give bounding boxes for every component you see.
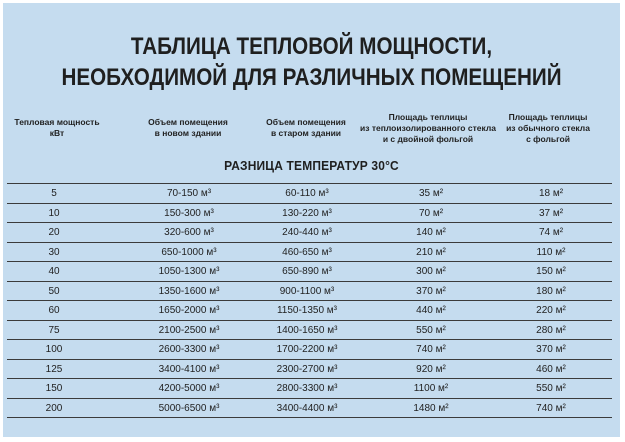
cell-volume-new: 1650-2000 м³ xyxy=(158,305,220,316)
cell-power: 150 xyxy=(45,383,63,394)
table-row xyxy=(7,262,612,282)
cell-area-regular: 18 м² xyxy=(538,188,564,199)
cell-volume-old: 1150-1350 м³ xyxy=(276,305,338,316)
temperature-difference-subtitle: РАЗНИЦА ТЕМПЕРАТУР 30°С xyxy=(224,158,399,173)
cell-volume-new: 650-1000 м³ xyxy=(161,246,217,258)
cell-volume-new: 3400-4100 м³ xyxy=(158,363,220,375)
cell-area-regular: 460 м² xyxy=(536,363,566,375)
cell-power: 30 xyxy=(48,246,60,258)
cell-power: 100 xyxy=(45,344,63,355)
cell-volume-old: 2800-3300 м³ xyxy=(276,383,338,394)
cell-volume-old: 60-110 м³ xyxy=(285,188,329,199)
cell-power: 5 xyxy=(51,188,57,199)
cell-area-insulated: 1100 м² xyxy=(413,383,449,394)
cell-volume-old: 130-220 м³ xyxy=(282,207,332,219)
cell-area-insulated: 440 м² xyxy=(416,305,446,316)
table-row xyxy=(7,360,612,380)
table-row xyxy=(7,399,612,419)
cell-volume-old: 3400-4400 м³ xyxy=(276,402,338,414)
cell-area-insulated: 1480 м² xyxy=(413,402,449,414)
cell-area-regular: 74 м² xyxy=(538,227,564,238)
cell-volume-old: 1400-1650 м³ xyxy=(276,324,338,336)
cell-power: 20 xyxy=(48,227,60,238)
cell-volume-old: 2300-2700 м³ xyxy=(276,363,338,375)
table-row xyxy=(7,282,612,302)
cell-volume-old: 650-890 м³ xyxy=(282,266,332,277)
cell-area-regular: 110 м² xyxy=(536,246,566,258)
column-header-power: Тепловая мощность кВт xyxy=(14,117,100,138)
cell-area-regular: 37 м² xyxy=(538,207,564,219)
column-header-regular-greenhouse: Площадь теплицы из обычного стекла с фольгой xyxy=(506,112,590,144)
cell-area-regular: 370 м² xyxy=(536,344,566,355)
cell-volume-new: 2100-2500 м³ xyxy=(158,324,220,336)
cell-volume-new: 70-150 м³ xyxy=(166,188,212,199)
table-row xyxy=(7,379,612,399)
cell-area-regular: 220 м² xyxy=(536,305,566,316)
cell-area-insulated: 35 м² xyxy=(418,188,444,199)
table-body xyxy=(7,183,612,418)
cell-area-regular: 550 м² xyxy=(536,383,566,394)
cell-volume-new: 5000-6500 м³ xyxy=(158,402,220,414)
column-header-insulated-greenhouse: Площадь теплицы из теплоизолированного стекла и с двойной фольгой xyxy=(360,112,496,144)
table-row xyxy=(7,223,612,243)
column-header-old-building: Объем помещения в старом здании xyxy=(266,117,346,138)
cell-volume-new: 1050-1300 м³ xyxy=(158,266,220,277)
cell-volume-new: 150-300 м³ xyxy=(164,207,214,219)
cell-area-regular: 280 м² xyxy=(536,324,566,336)
table-row xyxy=(7,301,612,321)
cell-volume-old: 460-650 м³ xyxy=(282,246,332,258)
cell-area-insulated: 210 м² xyxy=(416,246,446,258)
cell-area-insulated: 70 м² xyxy=(418,207,444,219)
cell-area-insulated: 300 м² xyxy=(416,266,446,277)
cell-volume-new: 4200-5000 м³ xyxy=(158,383,220,394)
cell-volume-old: 1700-2200 м³ xyxy=(276,344,338,355)
title-line-1: ТАБЛИЦА ТЕПЛОВОЙ МОЩНОСТИ, xyxy=(130,33,493,60)
cell-volume-old: 240-440 м³ xyxy=(282,227,332,238)
cell-area-insulated: 370 м² xyxy=(416,285,446,297)
table-row xyxy=(7,243,612,263)
cell-volume-old: 900-1100 м³ xyxy=(279,285,335,297)
cell-volume-new: 1350-1600 м³ xyxy=(158,285,220,297)
cell-power: 125 xyxy=(45,363,63,375)
cell-area-regular: 740 м² xyxy=(536,402,566,414)
cell-area-insulated: 920 м² xyxy=(416,363,446,375)
cell-area-regular: 150 м² xyxy=(536,266,566,277)
cell-power: 75 xyxy=(48,324,60,336)
column-header-new-building: Объем помещения в новом здании xyxy=(148,117,228,138)
table-panel xyxy=(3,3,620,437)
cell-volume-new: 2600-3300 м³ xyxy=(158,344,220,355)
table-row xyxy=(7,204,612,224)
cell-area-insulated: 550 м² xyxy=(416,324,446,336)
table-row xyxy=(7,340,612,360)
table-row xyxy=(7,321,612,341)
cell-power: 60 xyxy=(48,305,60,316)
cell-power: 10 xyxy=(48,207,60,219)
table-row xyxy=(7,184,612,204)
cell-power: 200 xyxy=(45,402,63,414)
title-line-2: НЕОБХОДИМОЙ ДЛЯ РАЗЛИЧНЫХ ПОМЕЩЕНИЙ xyxy=(61,64,562,91)
cell-area-insulated: 140 м² xyxy=(416,227,446,238)
cell-area-insulated: 740 м² xyxy=(416,344,446,355)
cell-power: 50 xyxy=(48,285,60,297)
cell-area-regular: 180 м² xyxy=(536,285,566,297)
page-title xyxy=(46,31,577,93)
cell-volume-new: 320-600 м³ xyxy=(164,227,214,238)
cell-power: 40 xyxy=(48,266,60,277)
